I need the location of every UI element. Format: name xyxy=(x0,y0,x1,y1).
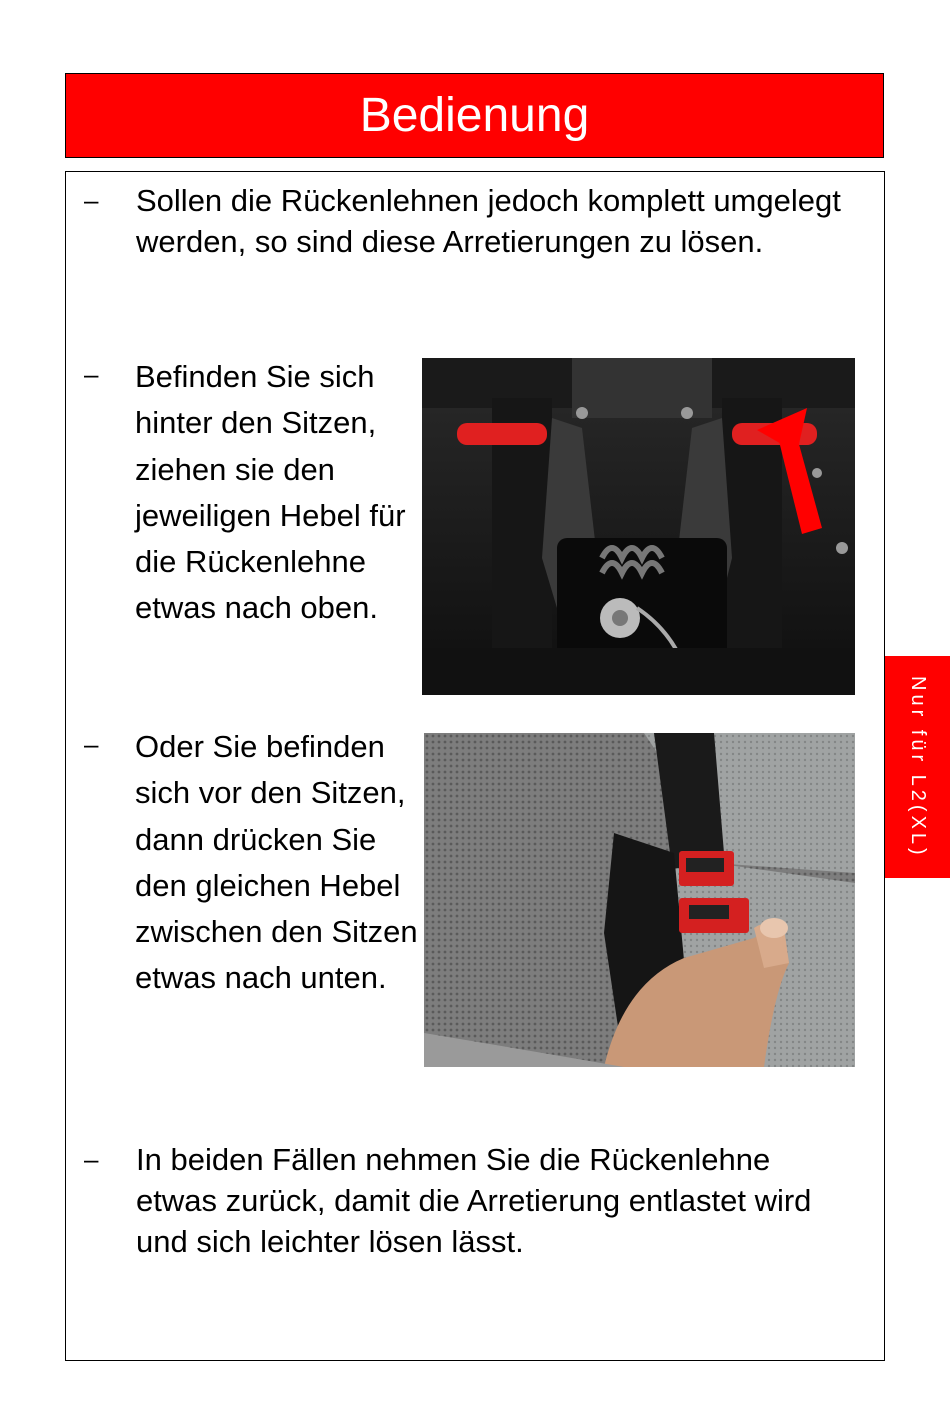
bullet-marker: – xyxy=(84,185,99,215)
bullet-marker: – xyxy=(84,1144,99,1174)
model-tab xyxy=(885,656,950,878)
model-tab-label: Nur für L2(XL) xyxy=(907,675,929,859)
seat-lever-hand-photo xyxy=(424,733,855,1067)
bullet-text: Oder Sie befinden sich vor den Sitzen, dann drücken Sie den gleichen Hebel zwischen den Sitzen etwas nach unten. xyxy=(135,729,418,996)
bullet-marker: – xyxy=(84,729,99,759)
page-header xyxy=(65,73,884,158)
bullet-marker: – xyxy=(84,359,99,389)
bullet-item-4 xyxy=(84,1139,856,1262)
page-title: Bedienung xyxy=(359,89,590,142)
bullet-item-2 xyxy=(84,354,425,632)
bullet-text: Befinden Sie sich hinter den Sitzen, ziehen sie den jeweiligen Hebel für die Rückenlehne etwas nach oben. xyxy=(135,359,406,626)
bullet-item-3 xyxy=(84,724,425,1002)
bullet-item-1 xyxy=(84,180,856,262)
bullet-text: Sollen die Rückenlehnen jedoch komplett umgelegt werden, so sind diese Arretierungen zu lösen. xyxy=(136,183,841,259)
seat-latch-photo xyxy=(422,358,855,695)
bullet-text: In beiden Fällen nehmen Sie die Rückenlehne etwas zurück, damit die Arretierung entlastet wird und sich leichter lösen lässt. xyxy=(136,1142,812,1259)
